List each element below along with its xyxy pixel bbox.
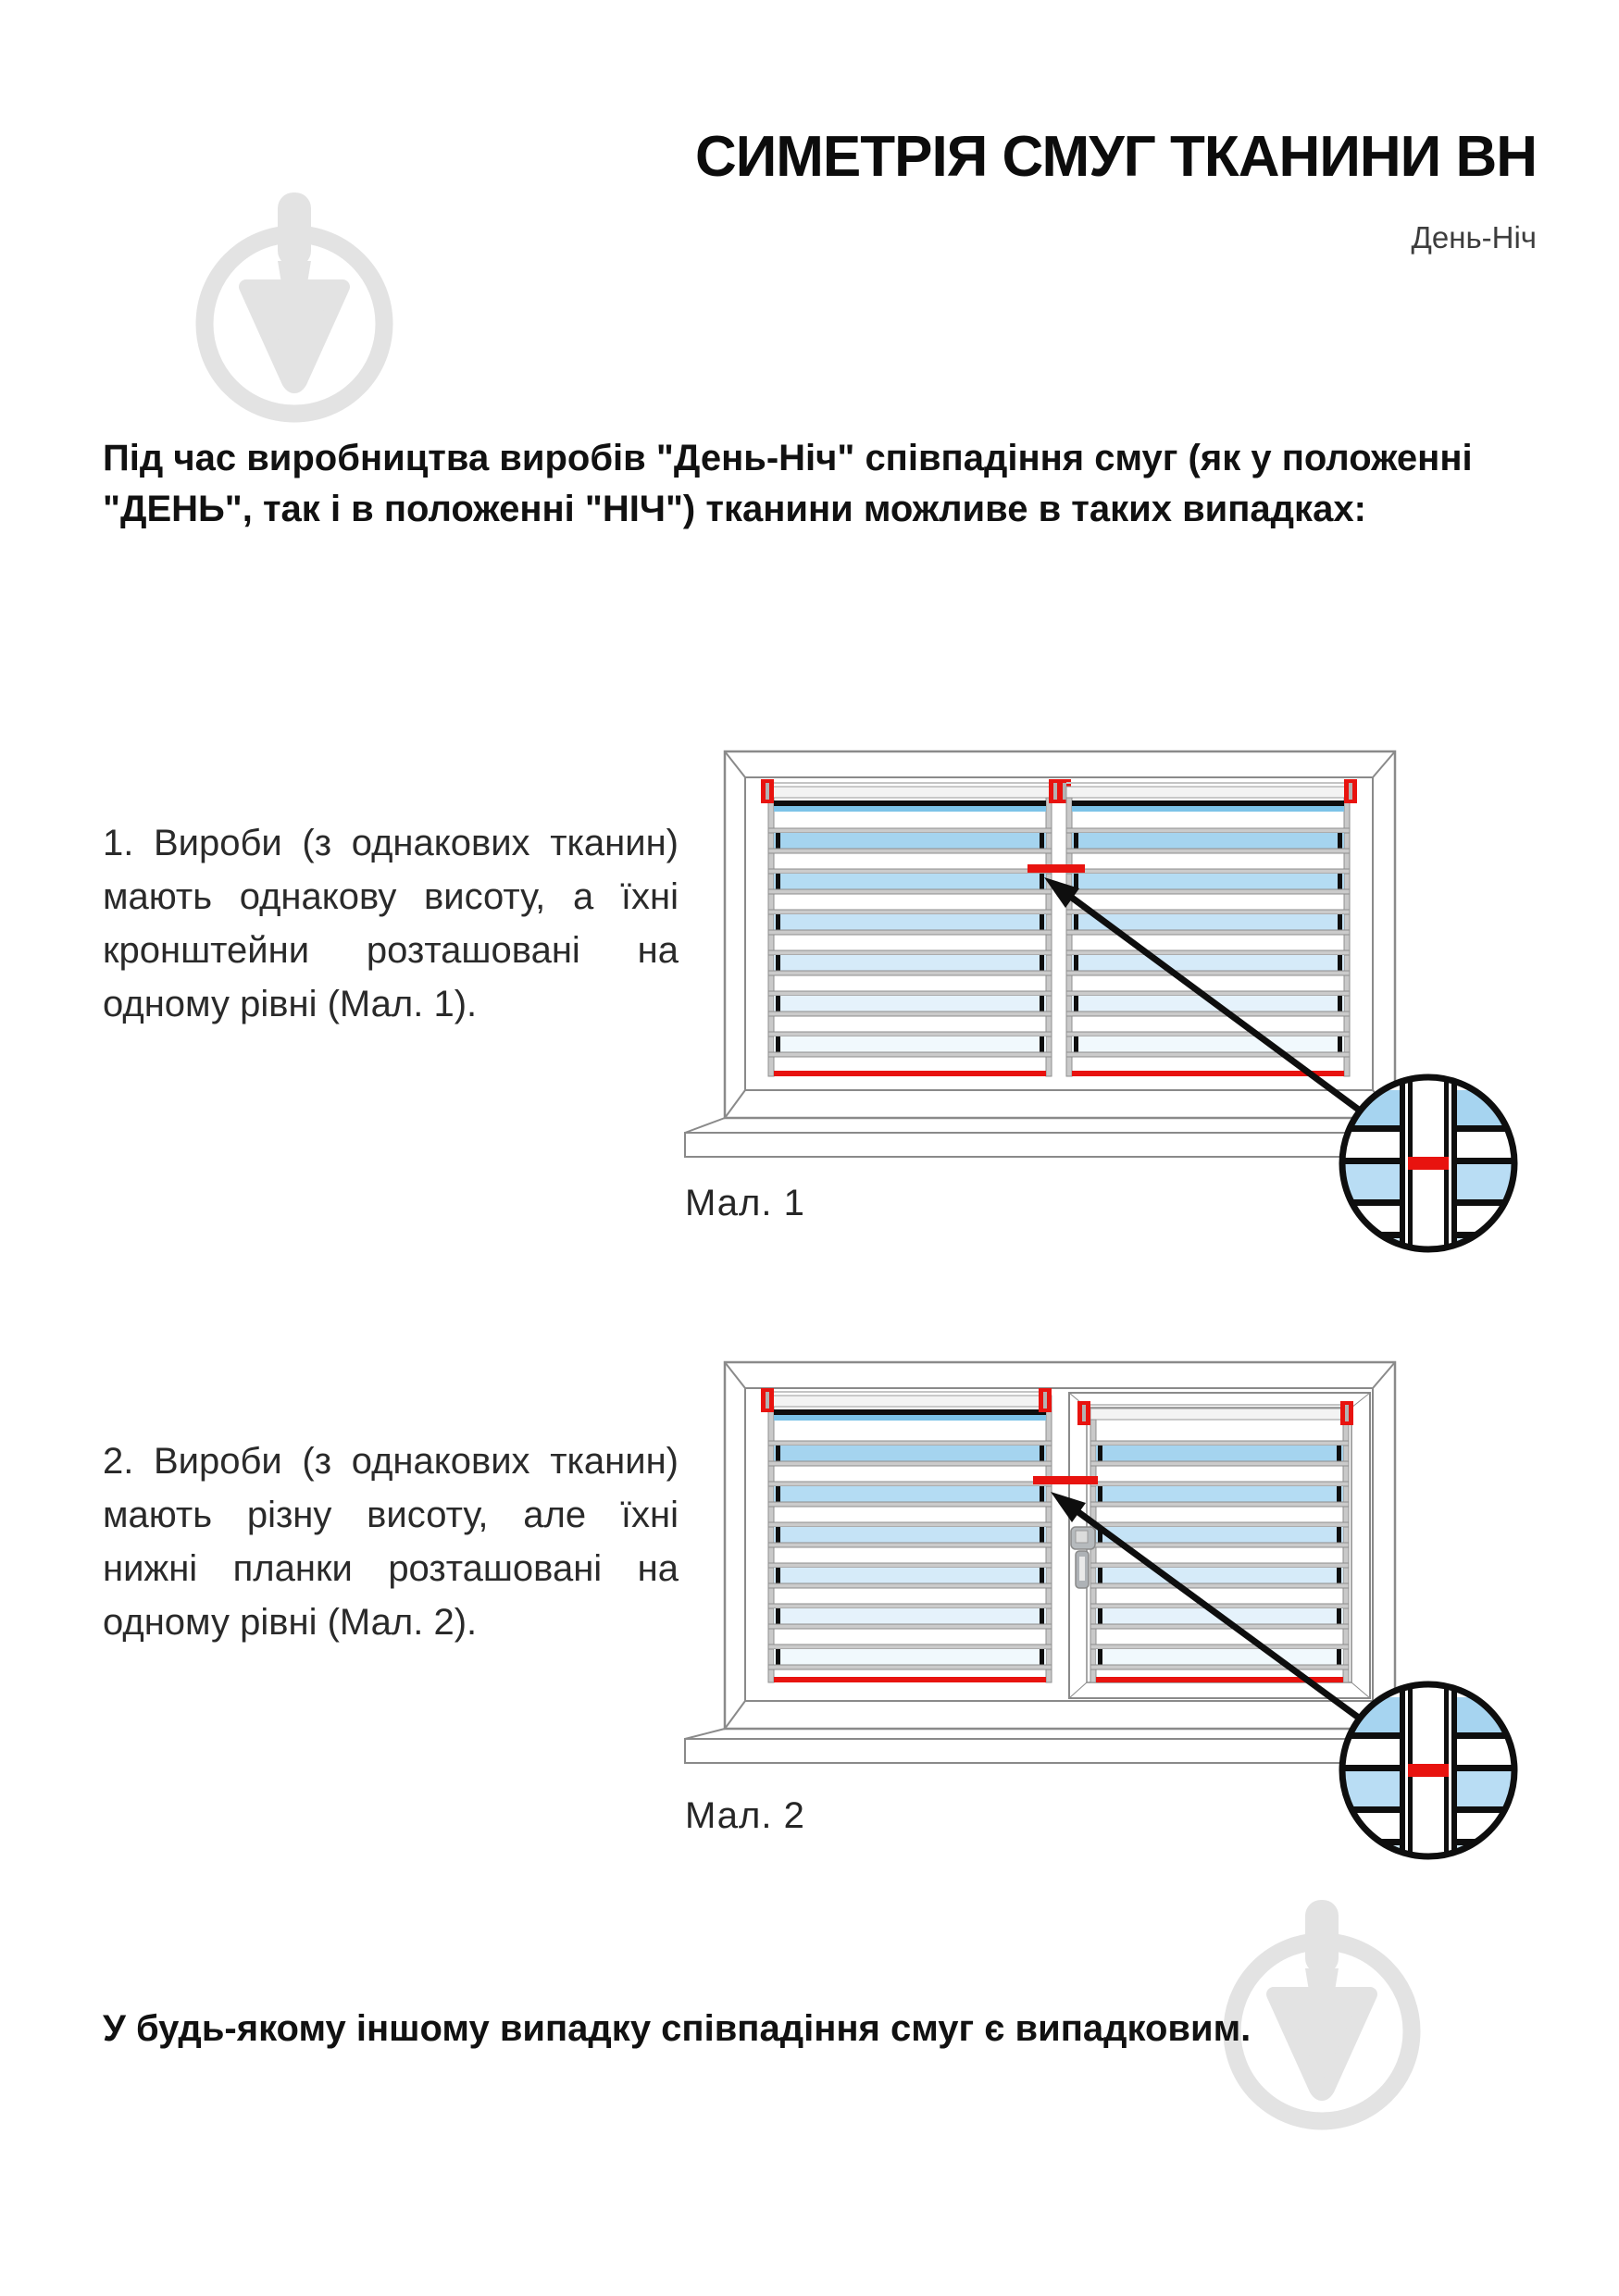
- footer-note: У будь-якому іншому випадку співпадіння смуг є випадковим.: [103, 2008, 1252, 2049]
- page-subtitle: День-Ніч: [1411, 220, 1537, 254]
- figure-1-caption: Мал. 1: [685, 1183, 805, 1223]
- intro-paragraph: Під час виробництва виробів "День-Ніч" співпадіння смуг (як у положенні "ДЕНЬ", так і в положенні "НІЧ") тканини можливе в таких випадках:: [103, 438, 1473, 529]
- figure-1-window-diagram: [0, 736, 1619, 1272]
- trowel-in-circle-icon: [205, 192, 384, 414]
- case-2-text: 2. Вироби (з однакових тканин) мають різну висоту, але їхні нижні планки розташовані на одному рівні (Мал. 2).: [103, 1441, 679, 1643]
- stripe-detail-magnifier-circle: [1342, 1077, 1514, 1272]
- figure-2-window-diagram: [0, 1347, 1619, 1883]
- trowel-in-circle-icon: [1232, 1900, 1412, 2121]
- figure-2-caption: Мал. 2: [685, 1795, 805, 1836]
- case-1-text: 1. Вироби (з однакових тканин) мають однакову висоту, а їхні кронштейни розташовані на одному рівні (Мал. 1).: [103, 823, 679, 1024]
- stripe-detail-magnifier-circle: [1342, 1684, 1514, 1880]
- window-sill: [685, 1118, 1430, 1157]
- page-title: СИМЕТРІЯ СМУГ ТКАНИНИ ВН: [694, 125, 1537, 189]
- stripe-alignment-mark: [1027, 864, 1085, 873]
- window-sill: [685, 1729, 1430, 1763]
- stripe-alignment-mark: [1033, 1476, 1098, 1484]
